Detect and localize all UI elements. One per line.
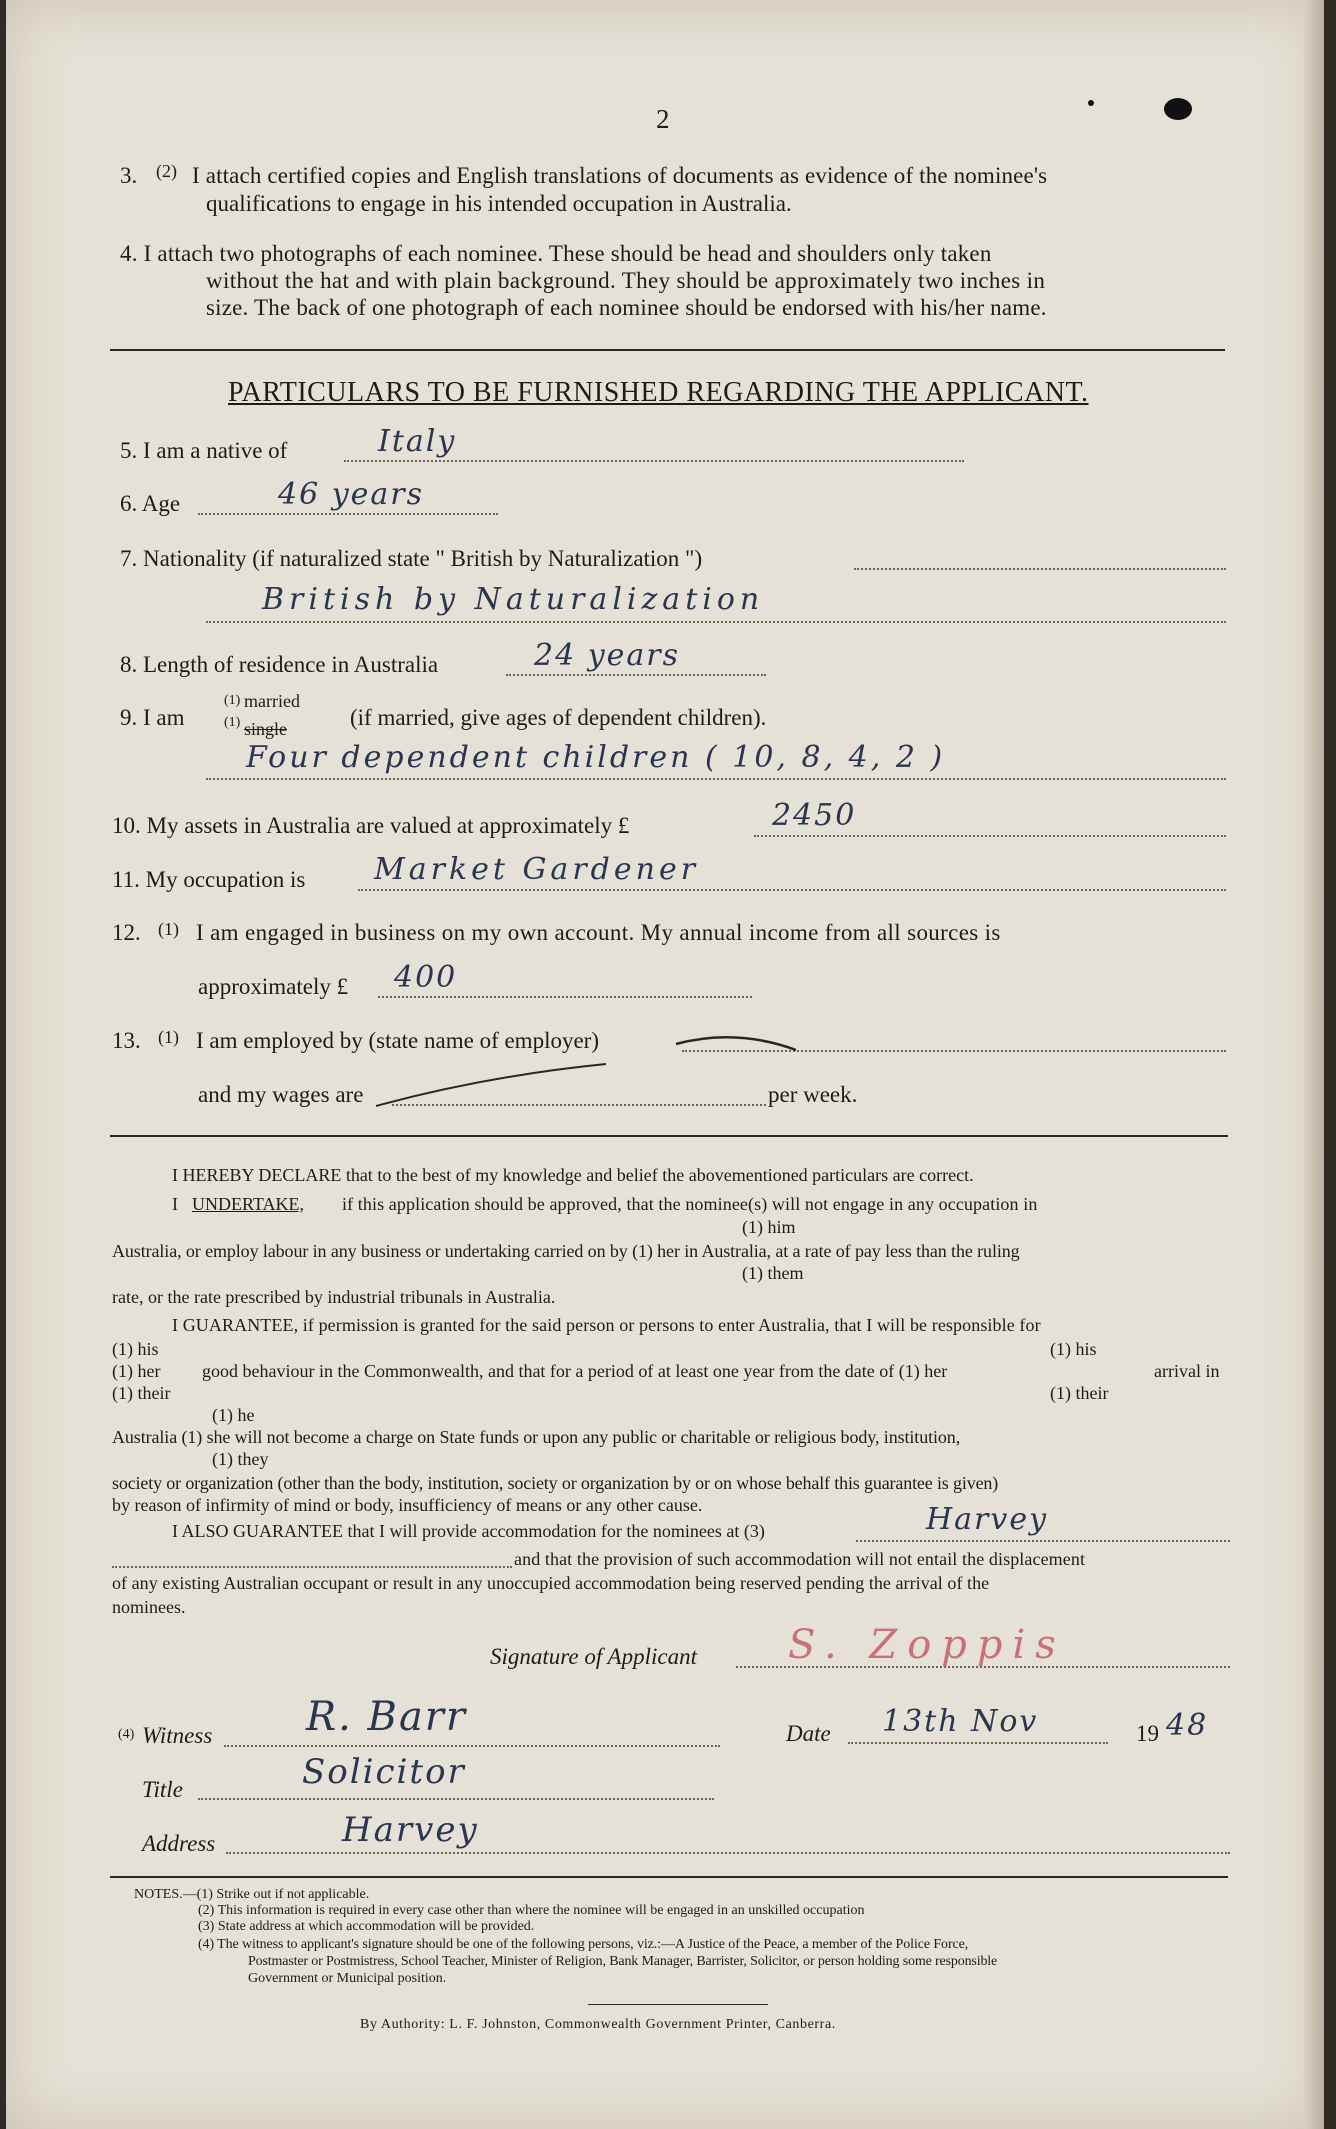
signature-label: Signature of Applicant: [490, 1644, 697, 1669]
field-9-line: [206, 778, 1226, 780]
undertake-word: UNDERTAKE,: [192, 1194, 304, 1214]
field-12-number: 12.: [112, 920, 141, 945]
field-8-label: 8. Length of residence in Australia: [120, 652, 439, 677]
field-11-label: 11. My occupation is: [112, 867, 306, 892]
witness-label: Witness: [142, 1723, 213, 1748]
item-3-line-1: I attach certified copies and English translations of documents as evidence of the nominee's: [192, 163, 1048, 188]
field-12-text: I am engaged in business on my own account. My annual income from all sources is: [196, 920, 1001, 945]
guarantee-they: (1) they: [212, 1449, 269, 1469]
item-4-line-2: without the hat and with plain background. They should be approximately two inches in: [206, 268, 1046, 293]
undertake-line-3: rate, or the rate prescribed by industrial tribunals in Australia.: [112, 1287, 556, 1307]
title-label: Title: [142, 1777, 183, 1802]
ink-dot: [1088, 100, 1094, 106]
field-9-value: Four dependent children ( 10, 8, 4, 2 ): [246, 740, 946, 775]
field-13-per-week: per week.: [768, 1082, 858, 1107]
field-9-single: single: [244, 719, 287, 739]
guarantee-their-2: (1) their: [1050, 1383, 1109, 1403]
note-4-cont-2: Government or Municipal position.: [248, 1971, 447, 1986]
field-11-value: Market Gardener: [374, 852, 700, 887]
year-prefix: 19: [1136, 1721, 1159, 1746]
year-value: 48: [1166, 1708, 1209, 1743]
witness-value: R. Barr: [306, 1694, 468, 1740]
title-value: Solicitor: [302, 1752, 466, 1792]
field-12-note: (1): [158, 919, 179, 939]
field-13-strike-strokes: [366, 1016, 806, 1116]
field-7-line-2: [206, 621, 1226, 623]
field-5-line: [344, 460, 964, 462]
title-line: [198, 1798, 714, 1800]
date-line: [848, 1742, 1108, 1744]
accommodation-line-lead: [112, 1566, 512, 1568]
field-13-wages-label: and my wages are: [198, 1082, 364, 1107]
guarantee-his-1: (1) his: [112, 1339, 159, 1359]
note-1: NOTES.—(1) Strike out if not applicable.: [134, 1887, 370, 1902]
field-9-note-1: (1): [224, 693, 241, 708]
page-edge-shadow: [1304, 0, 1324, 2129]
undertake-them: (1) them: [742, 1263, 804, 1283]
undertake-him: (1) him: [742, 1217, 796, 1237]
field-13-note: (1): [158, 1027, 179, 1047]
item-3-line-2: qualifications to engage in his intended occupation in Australia.: [206, 191, 792, 216]
field-10-label: 10. My assets in Australia are valued at approximately £: [112, 813, 630, 838]
page-number: 2: [656, 104, 670, 134]
field-12-line: [378, 996, 752, 998]
guarantee-line-1: I GUARANTEE, if permission is granted for the said person or persons to enter Australia, that I will be responsible for: [172, 1315, 1041, 1335]
guarantee-arrival: arrival in: [1154, 1361, 1220, 1381]
date-label: Date: [786, 1721, 831, 1746]
accommodation-line-1: I ALSO GUARANTEE that I will provide accommodation for the nominees at (3): [172, 1521, 765, 1541]
field-10-line: [754, 835, 1226, 837]
field-13-number: 13.: [112, 1028, 141, 1053]
field-12-value: 400: [394, 960, 458, 995]
signature-value: S. Zoppis: [788, 1622, 1066, 1668]
witness-note: (4): [118, 1727, 135, 1742]
undertake-i: I: [172, 1194, 178, 1214]
note-3: (3) State address at which accommodation will be provided.: [198, 1919, 535, 1934]
guarantee-their-1: (1) their: [112, 1383, 171, 1403]
divider-top: [110, 349, 1225, 351]
field-11-line: [358, 889, 1226, 891]
printer-rule: [588, 2004, 768, 2005]
declare-line: I HEREBY DECLARE that to the best of my knowledge and belief the abovementioned particulars are correct.: [172, 1165, 974, 1185]
guarantee-he: (1) he: [212, 1405, 255, 1425]
guarantee-her-1: (1) her: [112, 1361, 161, 1381]
document-page: [6, 0, 1324, 2129]
note-4: (4) The witness to applicant's signature should be one of the following persons, viz.:—A Justice of the Peace, a member of the Police Force,: [198, 1937, 969, 1952]
accommodation-line-4: nominees.: [112, 1597, 186, 1617]
ink-blot: [1164, 98, 1192, 120]
guarantee-line-4: society or organization (other than the body, institution, society or organization by or on whose behalf this guarantee is given): [112, 1473, 999, 1493]
accommodation-line-3: of any existing Australian occupant or result in any unoccupied accommodation being reserved pending the arrival of the: [112, 1573, 990, 1593]
item-3-number: 3.: [120, 163, 138, 188]
field-6-value: 46 years: [278, 477, 425, 512]
field-12-approx-label: approximately £: [198, 974, 349, 999]
witness-line: [224, 1745, 720, 1747]
item-3-note: (2): [156, 161, 177, 181]
item-4-line-3: size. The back of one photograph of each nominee should be endorsed with his/her name.: [206, 295, 1047, 320]
field-5-value: Italy: [378, 424, 457, 459]
field-5-label: 5. I am a native of: [120, 438, 288, 463]
note-2: (2) This information is required in every case other than where the nominee will be engaged in an unskilled occupation: [198, 1903, 865, 1918]
guarantee-line-2: good behaviour in the Commonwealth, and that for a period of at least one year from the date of (1) her: [202, 1361, 948, 1381]
address-value: Harvey: [342, 1810, 479, 1850]
section-heading: PARTICULARS TO BE FURNISHED REGARDING THE APPLICANT.: [228, 377, 1089, 408]
divider-bottom: [110, 1876, 1228, 1878]
guarantee-his-2: (1) his: [1050, 1339, 1097, 1359]
item-4-line-1: 4. I attach two photographs of each nominee. These should be head and shoulders only taken: [120, 241, 992, 266]
field-9-married: married: [244, 691, 300, 711]
field-7-label: 7. Nationality (if naturalized state " British by Naturalization "): [120, 546, 703, 571]
divider-middle: [110, 1135, 1228, 1137]
printer-credit: By Authority: L. F. Johnston, Commonwealth Government Printer, Canberra.: [360, 2017, 836, 2032]
undertake-line-1: if this application should be approved, that the nominee(s) will not engage in any occupation in: [342, 1194, 1038, 1214]
field-9-label: 9. I am: [120, 705, 185, 730]
field-7-line-1: [854, 568, 1226, 570]
field-8-line: [506, 674, 766, 676]
field-6-line: [198, 513, 498, 515]
field-6-label: 6. Age: [120, 491, 181, 516]
field-10-value: 2450: [772, 798, 857, 833]
accommodation-line: [856, 1540, 1230, 1542]
address-line: [226, 1852, 1230, 1854]
accommodation-line-2: and that the provision of such accommodation will not entail the displacement: [514, 1549, 1086, 1569]
guarantee-line-3: Australia (1) she will not become a charge on State funds or upon any public or charitable or religious body, institution,: [112, 1427, 961, 1447]
accommodation-value: Harvey: [926, 1502, 1049, 1537]
undertake-line-2: Australia, or employ labour in any business or undertaking carried on by (1) her in Australia, at a rate of pay less than the ruling: [112, 1241, 1020, 1261]
note-4-cont-1: Postmaster or Postmistress, School Teacher, Minister of Religion, Bank Manager, Barrister, Solicitor, or person holding some responsible: [248, 1954, 998, 1969]
field-7-value: British by Naturalization: [262, 582, 765, 617]
date-value: 13th Nov: [882, 1704, 1039, 1739]
guarantee-line-5: by reason of infirmity of mind or body, insufficiency of means or any other cause.: [112, 1495, 703, 1515]
address-label: Address: [142, 1831, 216, 1856]
field-8-value: 24 years: [534, 638, 681, 673]
field-9-hint: (if married, give ages of dependent children).: [350, 705, 767, 730]
field-9-note-2: (1): [224, 715, 241, 730]
field-13-text: I am employed by (state name of employer): [196, 1028, 599, 1053]
